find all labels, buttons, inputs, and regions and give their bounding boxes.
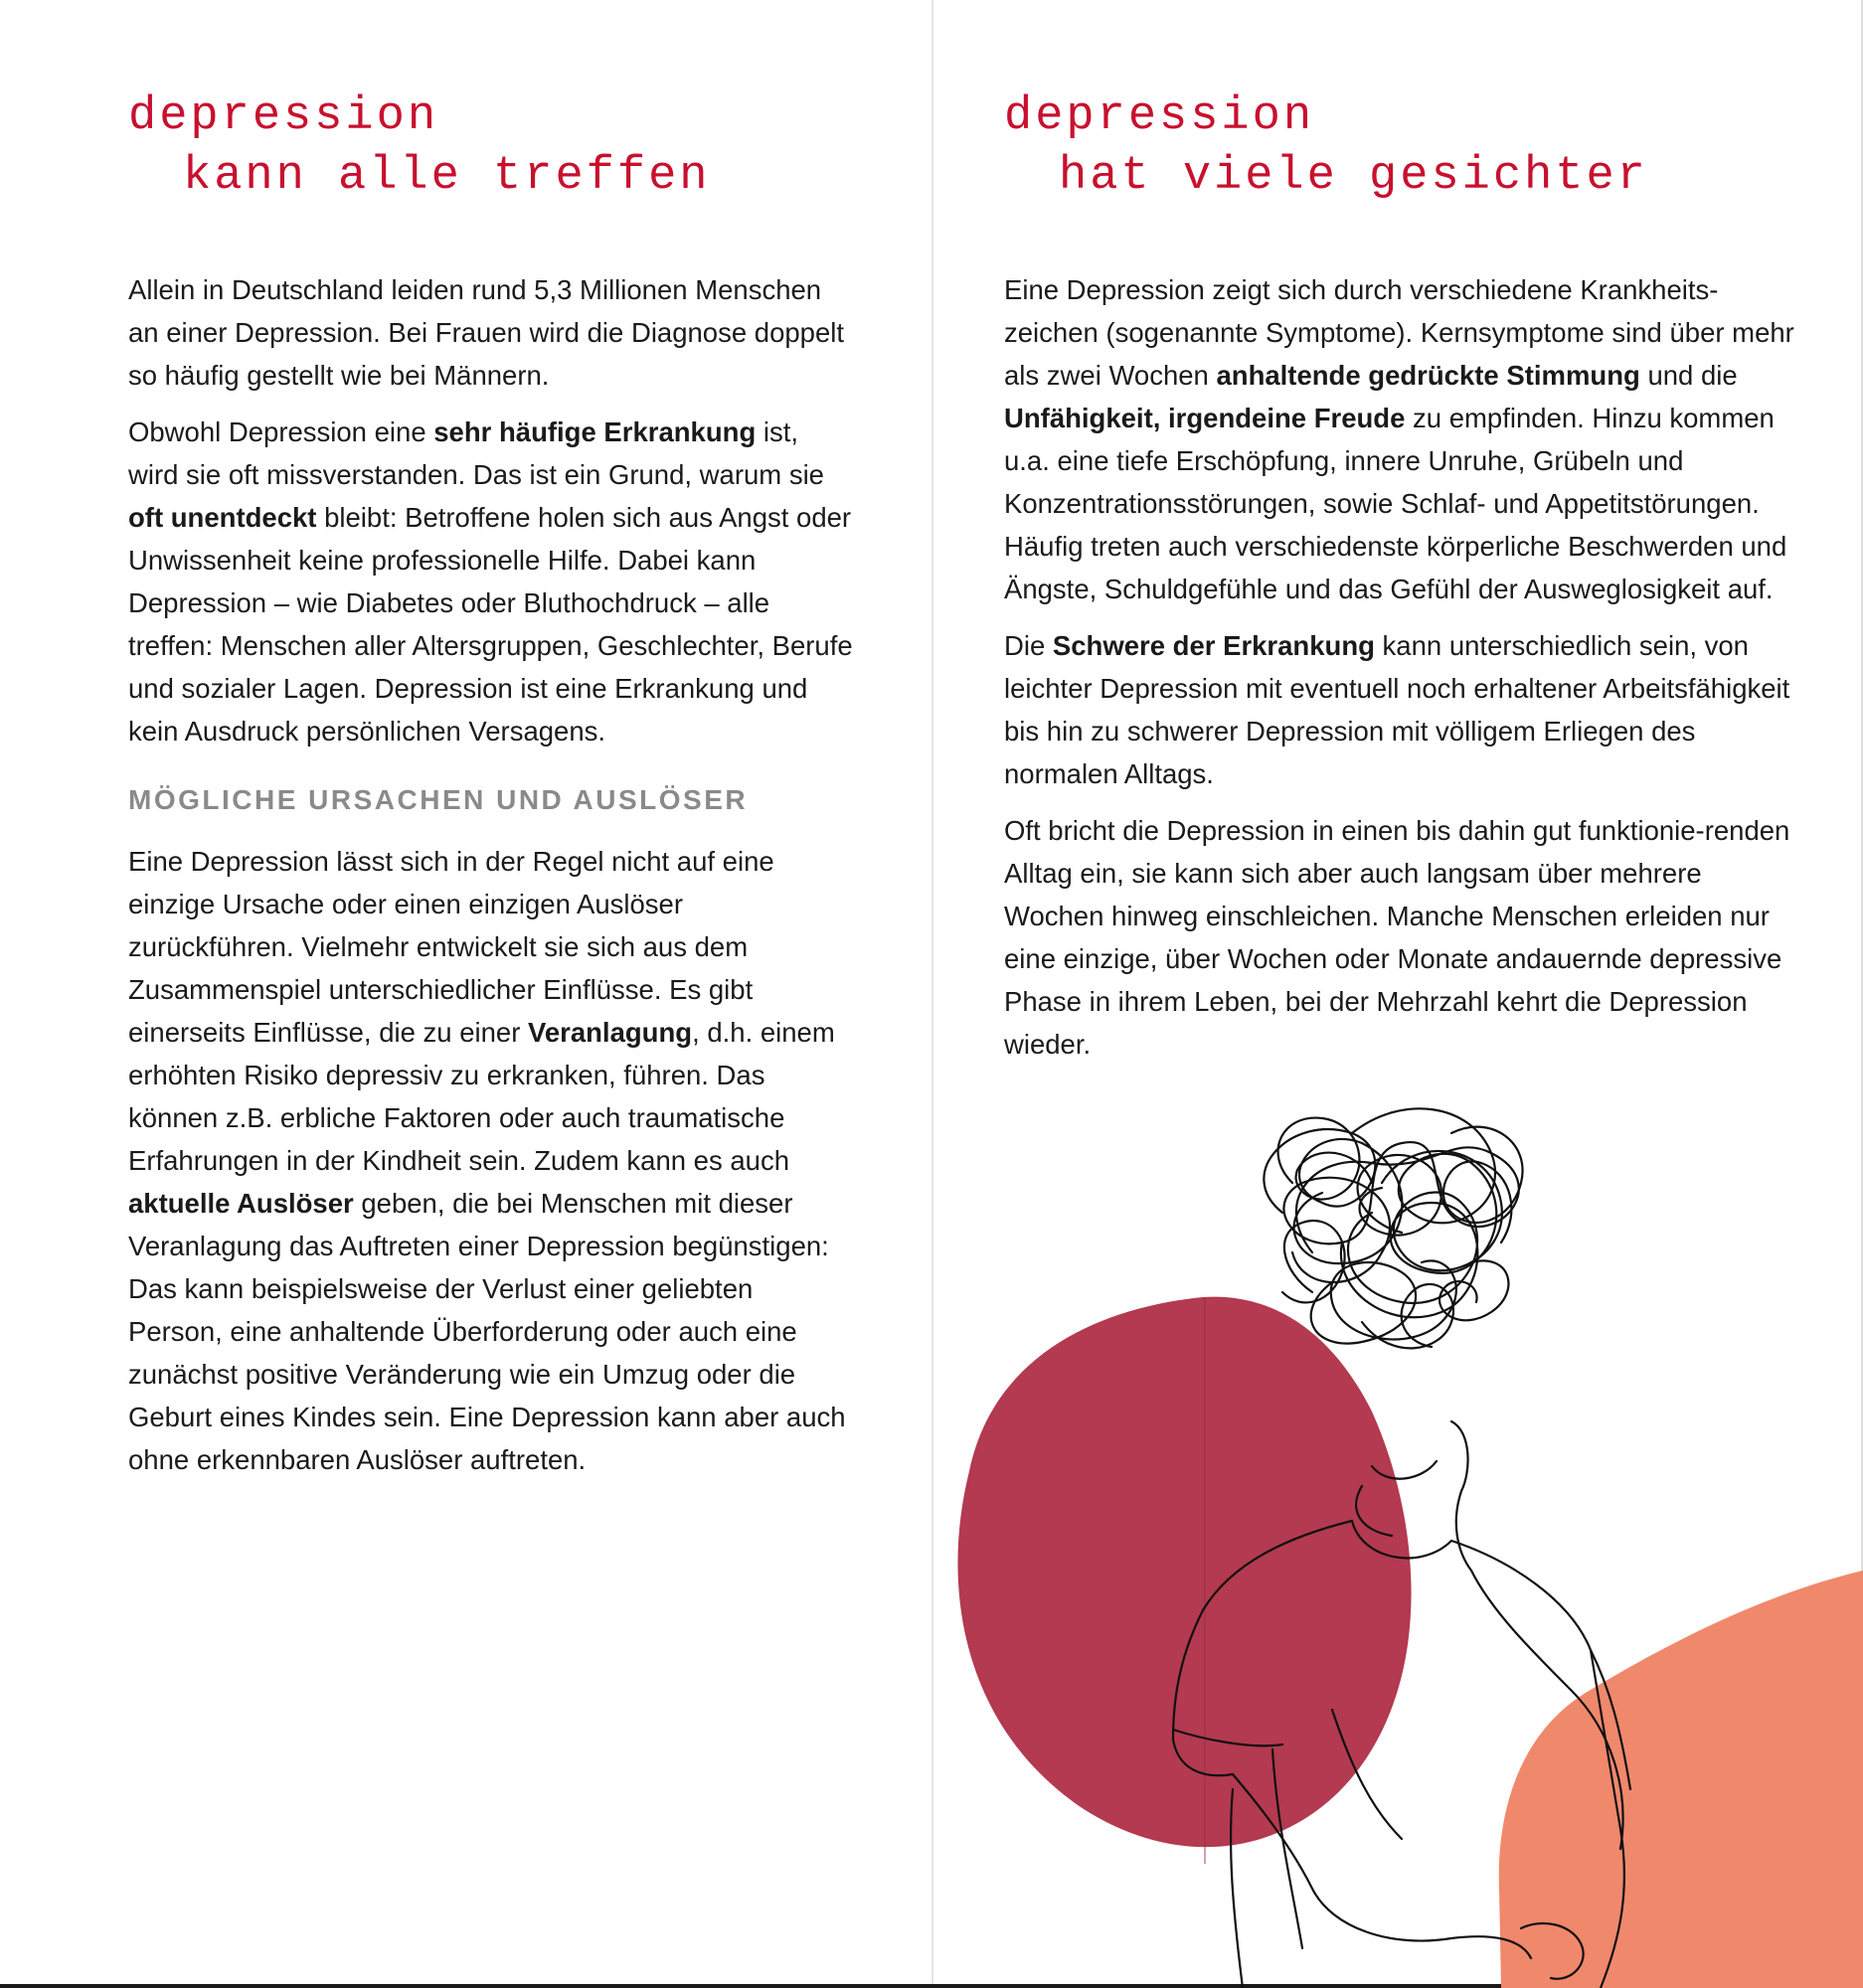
person-with-tangled-thoughts-icon [934, 1093, 1863, 1988]
emphasis: oft unentdeckt [128, 502, 317, 533]
text-run: bleibt: Betroffene holen sich aus Angst oder Unwissenheit keine professionelle Hilfe. Dabei kann Depression – wie Diabetes oder Bluthochdruck – alle treffen: Menschen aller Altersgruppen, Geschlechter, Berufe und sozialer Lagen. Depression ist eine Erkrankung und kein Ausdruck persönlichen Versagens. [128, 502, 853, 746]
left-body [128, 268, 854, 1495]
text-run: kann unterschiedlich sein, von leichter Depression mit eventuell noch erhaltener Arbeitsfähigkeit bis hin zu schwerer Depression mit völligem Erliegen des normalen Alltags. [1004, 630, 1790, 789]
emphasis: anhaltende gedrückte Stimmung [1216, 360, 1640, 391]
text-run: geben, die bei Menschen mit dieser Veranlagung das Auftreten einer Depression begünstigen: Das kann beispielsweise der Verlust einer geliebten Person, eine anhaltende Überforderung oder auch eine zunächst positive Veränderung wie ein Umzug oder die Geburt eines Kindes sein. Eine Depression kann aber auch ohne erkennbaren Auslöser auftreten. [128, 1188, 846, 1475]
left-title-line2: kann alle treffen [183, 150, 711, 203]
emphasis: Schwere der Erkrankung [1052, 630, 1375, 661]
left-paragraph-1: Allein in Deutschland leiden rund 5,3 Millionen Menschen an einer Depression. Bei Frauen wird die Diagnose doppelt so häufig gestellt wie bei Männern. [128, 274, 845, 391]
right-title-line1: depression [1004, 90, 1315, 143]
emphasis: aktuelle Auslöser [128, 1188, 354, 1219]
emphasis: Unfähigkeit, irgendeine Freude [1004, 403, 1406, 433]
right-paragraph-1 [1004, 268, 1794, 610]
page-fold-divider [932, 0, 933, 1988]
right-paragraph-2 [1004, 624, 1794, 795]
subheading: MÖGLICHE URSACHEN UND AUSLÖSER [128, 784, 749, 815]
emphasis: sehr häufige Erkrankung [433, 416, 757, 447]
right-title-line2: hat viele gesichter [1059, 150, 1648, 203]
right-paragraph-3: Oft bricht die Depression in einen bis dahin gut funktionie-renden Alltag ein, sie kann sich aber auch langsam über mehrere Wochen hinweg einschleichen. Manche Menschen erleiden nur eine einzige, über Wochen oder Monate andauernde depressive Phase in ihrem Leben, bei der Mehrzahl kehrt die Depression wieder. [1004, 815, 1790, 1060]
right-title [1004, 87, 1648, 207]
text-run: , d.h. einem erhöhten Risiko depressiv zu erkranken, führen. Das können z.B. erbliche Faktoren oder auch traumatische Erfahrungen in der Kindheit sein. Zudem kann es auch [128, 1017, 835, 1176]
text-run: zu empfinden. Hinzu kommen u.a. eine tiefe Erschöpfung, innere Unruhe, Grübeln und Konzentrationsstörungen, sowie Schlaf- und Appetitstörungen. Häufig treten auch verschiedenste körperliche Beschwerden und Ängste, Schuldgefühle und das Gefühl der Ausweglosigkeit auf. [1004, 403, 1787, 604]
left-title [128, 87, 710, 207]
left-paragraph-3 [128, 840, 854, 1481]
text-run: Die [1004, 630, 1053, 661]
right-body [1004, 268, 1794, 1079]
emphasis: Veranlagung [528, 1017, 693, 1048]
text-run: und die [1639, 360, 1738, 391]
text-run: Obwohl Depression eine [128, 416, 434, 447]
left-paragraph-2 [128, 411, 854, 752]
left-title-line1: depression [128, 90, 439, 143]
text-run: ist, wird sie oft missverstanden. Das ist ein Grund, warum sie [128, 416, 824, 490]
text-run: Eine Depression zeigt sich durch verschiedene Krankheits-zeichen (sogenannte Symptome). Kernsymptome sind über mehr als zwei Wochen [1004, 274, 1794, 391]
text-run: Eine Depression lässt sich in der Regel nicht auf eine einzige Ursache oder einen einzigen Auslöser zurückführen. Vielmehr entwickelt sie sich aus dem Zusammenspiel unterschiedlicher Einflüsse. Es gibt einerseits Einflüsse, die zu einer [128, 846, 774, 1048]
